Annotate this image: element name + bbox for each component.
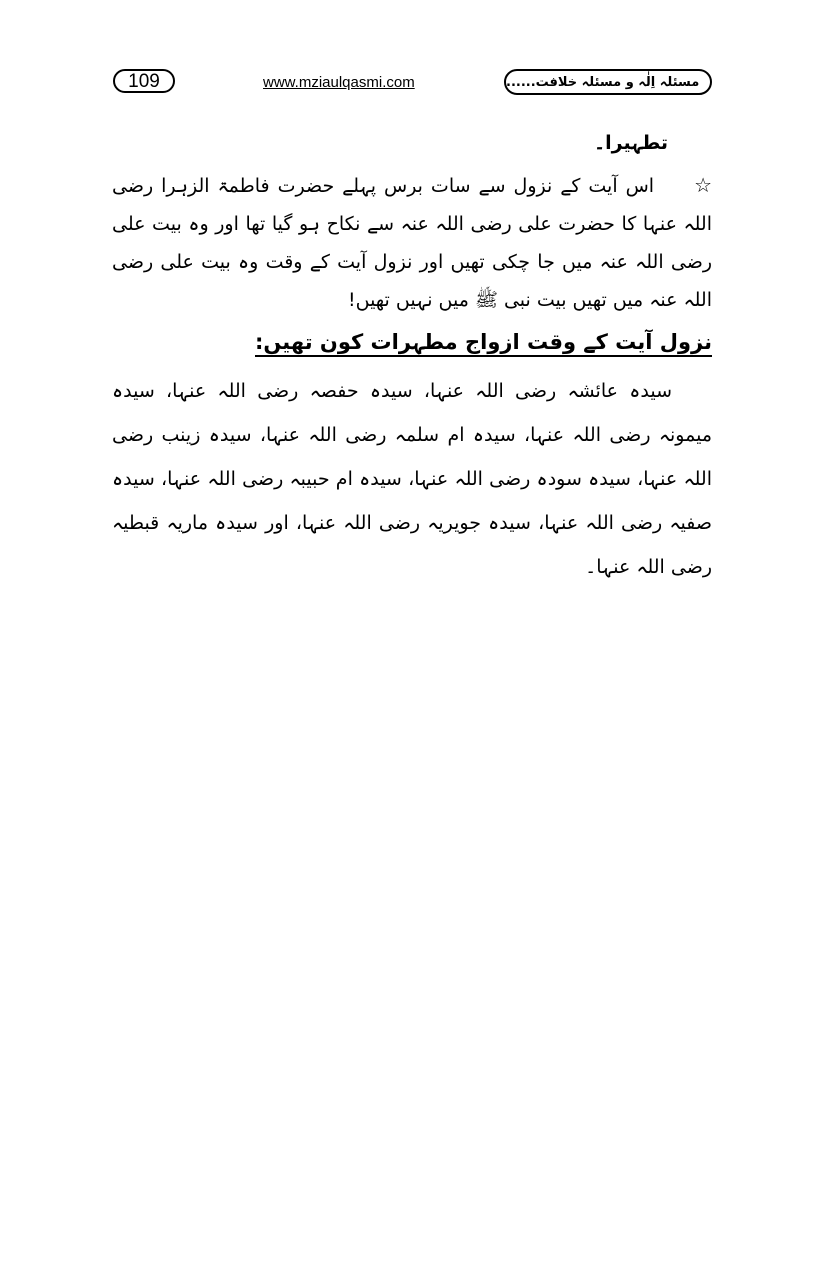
azwaj-heading: نزول آیت کے وقت ازواج مطہرات کون تھیں: xyxy=(255,330,712,354)
nikah-paragraph xyxy=(112,166,712,319)
tathir-line: تطہیرا۔ xyxy=(594,132,668,154)
star-icon: ☆ xyxy=(694,173,712,197)
names-paragraph: سیدہ عائشہ رضی اللہ عنہا، سیدہ حفصہ رضی اللہ عنہا، سیدہ میمونہ رضی اللہ عنہا، سیدہ ام سلمہ رضی اللہ عنہا، سیدہ زینب رضی اللہ عنہا، سیدہ سودہ رضی اللہ عنہا، سیدہ ام حبیبہ رضی اللہ عنہا، سیدہ صفیہ رضی اللہ عنہا، سیدہ جویریہ رضی اللہ عنہا، اور سیدہ ماریہ قبطیہ رضی اللہ عنہا۔ xyxy=(112,380,712,578)
page-body xyxy=(112,124,712,589)
book-title: مسئلہ اِلٰہ و مسئلہ خلافت...... xyxy=(504,69,712,95)
website-link[interactable]: www.mziaulqasmi.com xyxy=(263,74,415,91)
nikah-paragraph-text: اس آیت کے نزول سے سات برس پہلے حضرت فاطمۃ الزہرا رضی اللہ عنہا کا حضرت علی رضی اللہ عنہ سے نکاح ہو گیا تھا اور وہ بیت علی رضی اللہ عنہ میں جا چکی تھیں اور نزول آیت کے وقت وہ بیت علی رضی اللہ عنہ میں تھیں بیت نبی ﷺ میں نہیں تھیں! xyxy=(112,175,712,311)
page-number: 109 xyxy=(113,69,175,93)
